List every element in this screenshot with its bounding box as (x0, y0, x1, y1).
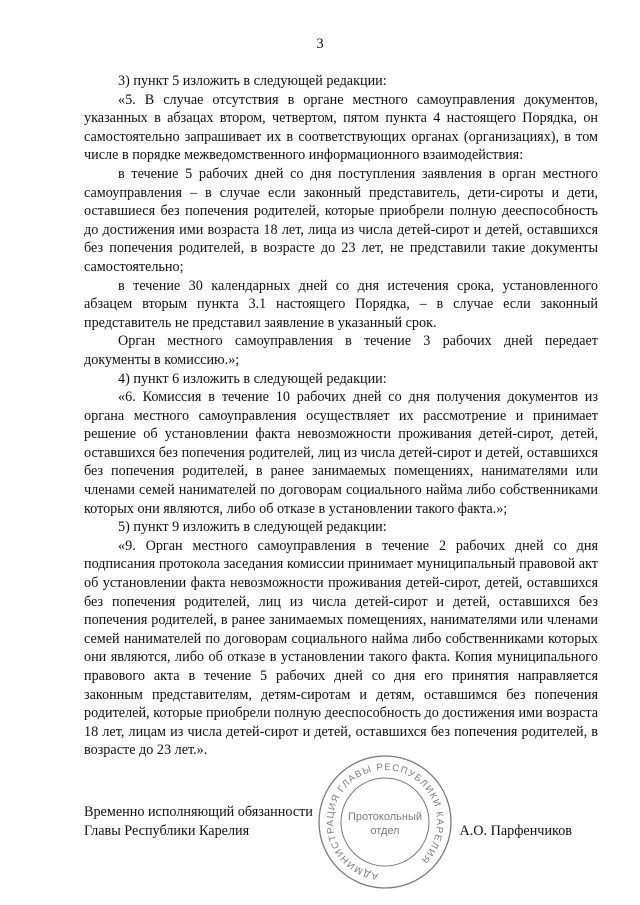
paragraph-point-9-text: «9. Орган местного самоуправления в течение 2 рабочих дней со дня подписания протокола заседания комиссии принимает муниципальный правовой акт об установлении факта невозможности проживания детей-сирот, детей, оставшихся без попечения родителей, лиц из числа детей-сирот и детей, оставшихся без попечения родителей, в ранее занимаемых помещениях, нанимателями или членами семей нанимателей по договорам социального найма либо собственниками которых они являются, либо об отказе в установлении такого факта. Копия муниципального правового акта в течение 5 рабочих дней со дня его принятия направляется законным представителям, детям-сиротам и детям, оставшимся без попечения родителей, которые приобрели полную дееспособность до достижения ими возраста 18 лет, лицам из числа детей-сирот и детей, оставшихся без попечения родителей, в возрасте до 23 лет.». (84, 537, 598, 759)
signatory-name: А.О. Парфенчиков (459, 822, 572, 839)
paragraph-point-6-text: «6. Комиссия в течение 10 рабочих дней со дня получения документов из органа местного самоуправления осуществляет их рассмотрение и принимает решение об установлении факта невозможности проживания детей-сирот, детей, оставшихся без попечения родителей, лиц из числа детей-сирот и детей, оставшихся без попечения родителей, в ранее занимаемых помещениях, нанимателями или членами семей нанимателей по договорам социального найма либо собственниками которых они являются, либо об отказе в установлении такого факта.»; (84, 389, 598, 517)
page-number: 3 (316, 36, 324, 52)
paragraph-30-calendar-days: в течение 30 календарных дней со дня истечения срока, установленного абзацем вторым пункта 3.1 настоящего Порядка, – в случае если законный представитель не представил заявление в указанный срок. (84, 277, 598, 331)
paragraph-item-5-heading: 5) пункт 9 изложить в следующей редакции: (118, 519, 387, 536)
signatory-position-line-2: Главы Республики Карелия (84, 822, 250, 839)
stamp-ring-text: АДМИНИСТРАЦИЯ ГЛАВЫ РЕСПУБЛИКИ КАРЕЛИЯ (325, 761, 446, 882)
document-body (84, 72, 598, 760)
paragraph-item-3-heading: 3) пункт 5 изложить в следующей редакции: (118, 73, 387, 89)
paragraph-5-working-days: в течение 5 рабочих дней со дня поступления заявления в орган местного самоуправления – в случае если законный представитель, дети-сироты и дети, оставшиеся без попечения родителей, которые приобрели полную дееспособность до достижения ими возраста 18 лет, лица из числа детей-сирот и детей, оставшихся без попечения родителей, в возрасте до 23 лет, не представили такие документы самостоятельно; (84, 165, 598, 275)
stamp-center-line-2: отдел (370, 825, 400, 837)
paragraph-item-4-heading: 4) пункт 6 изложить в следующей редакции: (118, 370, 387, 387)
signature-block (84, 803, 598, 840)
stamp-center-line-1: Протокольный (347, 811, 423, 823)
paragraph-transfer-to-commission: Орган местного самоуправления в течение 3 рабочих дней передает документы в комиссию.»; (84, 333, 598, 368)
paragraph-point-5-intro: «5. В случае отсутствия в органе местного самоуправления документов, указанных в абзацах втором, четвертом, пятом пункта 4 настоящего Порядка, он самостоятельно запрашивает их в соответствующих органах (организациях), в том числе в порядке межведомственного информационного взаимодействия: (84, 91, 598, 164)
signatory-position-line-1: Временно исполняющий обязанности (84, 804, 313, 820)
